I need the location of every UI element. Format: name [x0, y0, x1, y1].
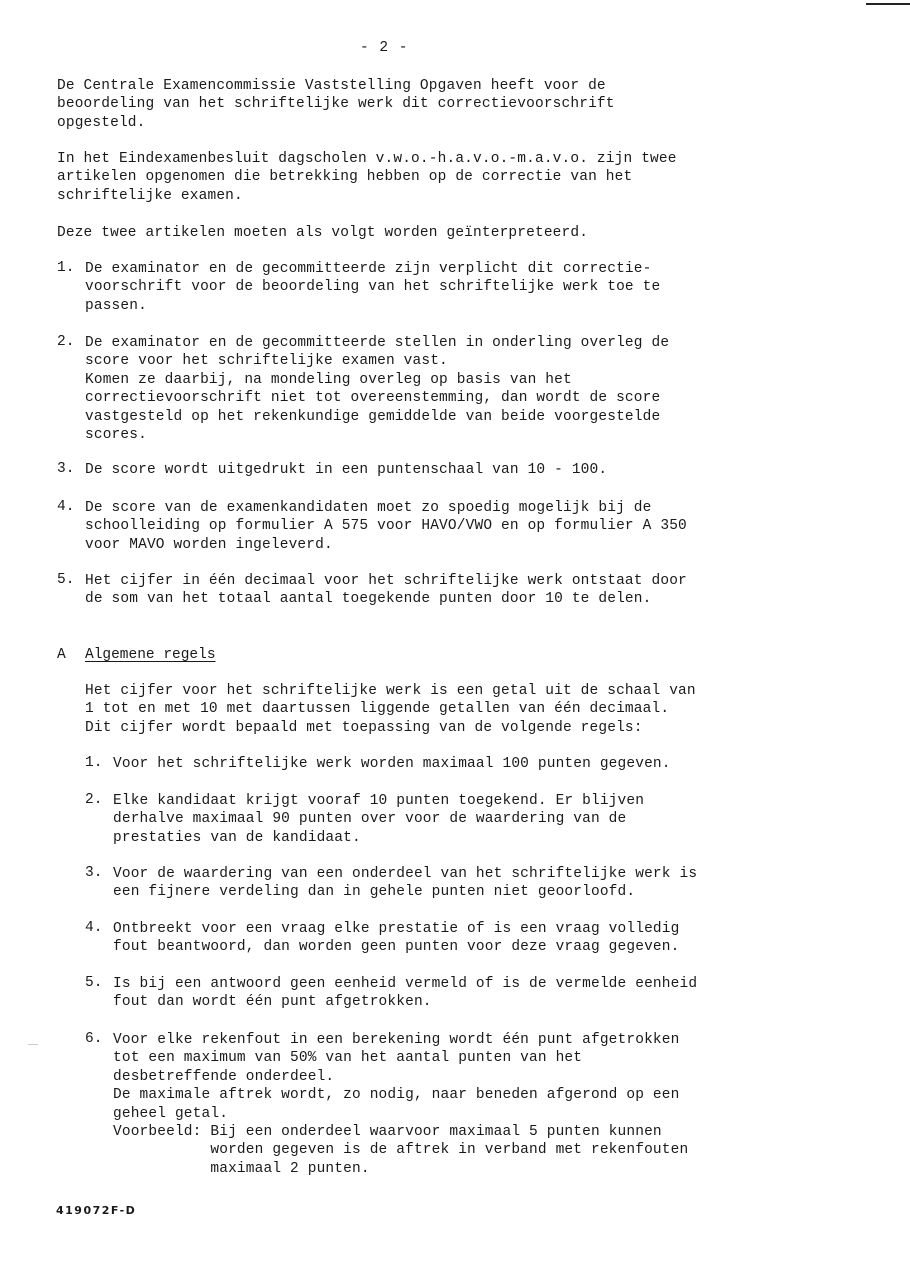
text-line: Het cijfer in één decimaal voor het schriftelijke werk ontstaat door [85, 573, 687, 589]
text-line: Ontbreekt voor een vraag elke prestatie of is een vraag volledig [113, 921, 680, 937]
margin-mark [28, 1044, 38, 1045]
text-line: Voor elke rekenfout in een berekening wordt één punt afgetrokken [113, 1032, 680, 1048]
item-number: 1. [57, 260, 75, 276]
text-line: artikelen opgenomen die betrekking hebben op de correctie van het [57, 169, 633, 186]
item-number: 6. [85, 1031, 103, 1047]
text-line: De maximale aftrek wordt, zo nodig, naar beneden afgerond op een [113, 1087, 680, 1104]
text-line: Dit cijfer wordt bepaald met toepassing van de volgende regels: [85, 719, 643, 736]
text-line: De score van de examenkandidaten moet zo spoedig mogelijk bij de [85, 500, 652, 516]
item-number: 1. [85, 755, 103, 771]
item-number: 2. [57, 334, 75, 350]
text-line: passen. [85, 297, 147, 314]
text-line: Het cijfer voor het schriftelijke werk is een getal uit de schaal van [85, 683, 696, 699]
text-line: 1 tot en met 10 met daartussen liggende getallen van één decimaal. [85, 701, 670, 718]
text-line: derhalve maximaal 90 punten over voor de waardering van de [113, 811, 627, 828]
text-line: de som van het totaal aantal toegekende punten door 10 te delen. [85, 591, 652, 608]
text-line: geheel getal. [113, 1105, 229, 1122]
top-edge-line [866, 3, 910, 5]
text-line: De score wordt uitgedrukt in een puntenschaal van 10 - 100. [85, 462, 608, 478]
interpretation-sentence: Deze twee artikelen moeten als volgt worden geïnterpreteerd. [57, 225, 589, 241]
text-line: correctievoorschrift niet tot overeenstemming, dan wordt de score [85, 390, 661, 407]
text-line: De examinator en de gecommitteerde zijn verplicht dit correctie- [85, 261, 652, 277]
text-line: een fijnere verdeling dan in gehele punten niet geoorloofd. [113, 884, 636, 901]
section-title: Algemene regels [85, 647, 216, 663]
text-line: Voor het schriftelijke werk worden maximaal 100 punten gegeven. [113, 756, 671, 772]
text-line: tot een maximum van 50% van het aantal punten van het [113, 1050, 583, 1067]
item-number: 5. [57, 572, 75, 588]
item-number: 2. [85, 792, 103, 808]
text-line: desbetreffende onderdeel. [113, 1068, 335, 1085]
text-line: fout beantwoord, dan worden geen punten voor deze vraag gegeven. [113, 939, 680, 956]
text-line: Voorbeeld: Bij een onderdeel waarvoor maximaal 5 punten kunnen [113, 1124, 662, 1140]
text-line: beoordeling van het schriftelijke werk dit correctievoorschrift [57, 96, 615, 113]
text-line: Voor de waardering van een onderdeel van het schriftelijke werk is [113, 866, 698, 882]
text-line: worden gegeven is de aftrek in verband met rekenfouten [113, 1142, 689, 1159]
item-number: 3. [85, 865, 103, 881]
text-line: prestaties van de kandidaat. [113, 829, 361, 846]
text-line: voorschrift voor de beoordeling van het schriftelijke werk toe te [85, 279, 661, 296]
text-line: Is bij een antwoord geen eenheid vermeld of is de vermelde eenheid [113, 976, 698, 992]
item-number: 3. [57, 461, 75, 477]
text-line: vastgesteld op het rekenkundige gemiddelde van beide voorgestelde [85, 408, 661, 425]
text-line: In het Eindexamenbesluit dagscholen v.w.o.-h.a.v.o.-m.a.v.o. zijn twee [57, 151, 677, 167]
text-line: Komen ze daarbij, na mondeling overleg op basis van het [85, 371, 572, 388]
item-number: 5. [85, 975, 103, 991]
text-line: score voor het schriftelijke examen vast. [85, 353, 448, 370]
text-line: fout dan wordt één punt afgetrokken. [113, 994, 432, 1011]
item-number: 4. [57, 499, 75, 515]
text-line: Elke kandidaat krijgt vooraf 10 punten toegekend. Er blijven [113, 793, 645, 809]
text-line: De examinator en de gecommitteerde stellen in onderling overleg de [85, 335, 670, 351]
text-line: scores. [85, 427, 147, 443]
item-number: 4. [85, 920, 103, 936]
text-line: schoolleiding op formulier A 575 voor HAVO/VWO en op formulier A 350 [85, 518, 687, 535]
text-line: voor MAVO worden ingeleverd. [85, 536, 333, 553]
page-number: - 2 - [360, 40, 409, 56]
document-code: 419072F-D [56, 1204, 137, 1217]
section-letter: A [57, 647, 66, 663]
text-line: maximaal 2 punten. [113, 1160, 370, 1177]
text-line: schriftelijke examen. [57, 187, 243, 204]
text-line: opgesteld. [57, 114, 146, 131]
text-line: De Centrale Examencommissie Vaststelling Opgaven heeft voor de [57, 78, 606, 94]
